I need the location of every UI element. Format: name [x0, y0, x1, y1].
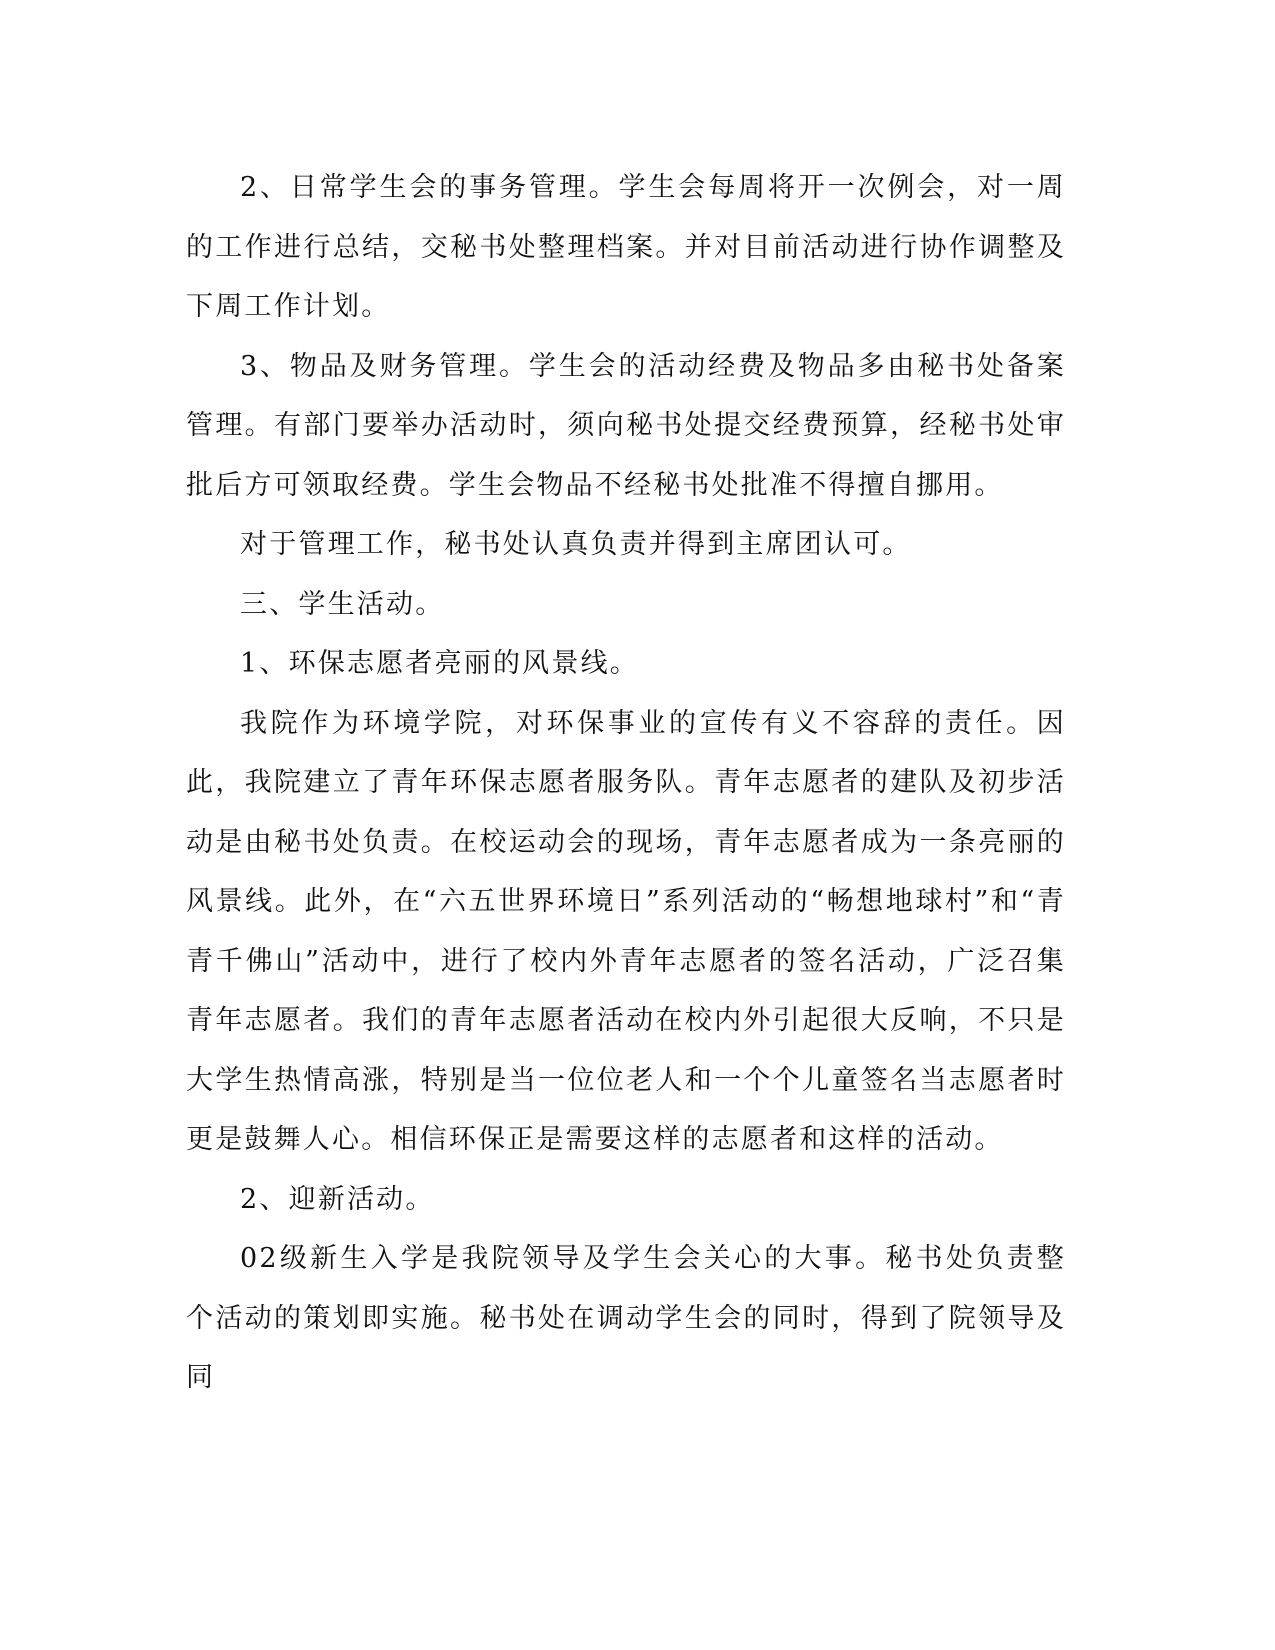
paragraph-volunteers: 我院作为环境学院，对环保事业的宣传有义不容辞的责任。因此，我院建立了青年环保志愿者服务队。青年志愿者的建队及初步活动是由秘书处负责。在校运动会的现场，青年志愿者成为一条亮丽的风景线。此外，在“六五世界环境日”系列活动的“畅想地球村”和“青青千佛山”活动中，进行了校内外青年志愿者的签名活动，广泛召集青年志愿者。我们的青年志愿者活动在校内外引起很大反响，不只是大学生热情高涨，特别是当一位位老人和一个个儿童签名当志愿者时更是鼓舞人心。相信环保正是需要这样的志愿者和这样的活动。	[186, 707, 1066, 1155]
paragraph-welcome-activity: 02级新生入学是我院领导及学生会关心的大事。秘书处负责整个活动的策划即实施。秘书处在调动学生会的同时，得到了院领导及同	[186, 1243, 1066, 1393]
document-body	[186, 158, 1066, 1408]
subheading-welcome-activity: 2、迎新活动。	[240, 1183, 435, 1215]
paragraph-management-summary: 对于管理工作，秘书处认真负责并得到主席团认可。	[240, 529, 912, 560]
paragraph-daily-affairs: 2、日常学生会的事务管理。学生会每周将开一次例会，对一周的工作进行总结，交秘书处整理档案。并对目前活动进行协作调整及下周工作计划。	[186, 172, 1066, 322]
paragraph-goods-finance: 3、物品及财务管理。学生会的活动经费及物品多由秘书处备案管理。有部门要举办活动时，须向秘书处提交经费预算，经秘书处审批后方可领取经费。学生会物品不经秘书处批准不得擅自挪用。	[186, 350, 1066, 501]
subheading-volunteers: 1、环保志愿者亮丽的风景线。	[240, 648, 639, 679]
section-heading-student-activities: 三、学生活动。	[240, 588, 445, 620]
